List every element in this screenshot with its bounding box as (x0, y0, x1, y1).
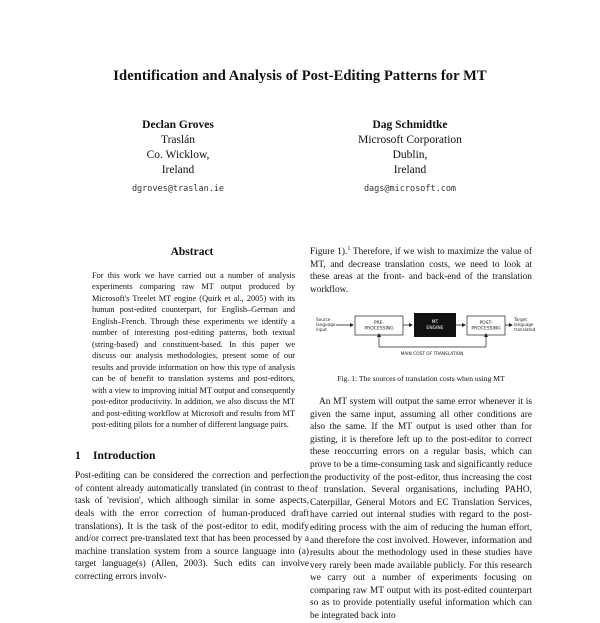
continuation-paragraph: Figure 1).$^1$ Therefore, if we wish to maximize the value of MT, and decrease translation costs, we need to look at these areas at the front- and back-end of the translation workflow. (310, 245, 532, 295)
target-label-line: Target (514, 317, 527, 323)
figure-caption: Fig. 1: The sources of translation costs when using MT (337, 374, 505, 384)
author-affiliation: Microsoft Corporation (358, 134, 462, 146)
abstract-text: For this work we have carried out a number of analysis experiments comparing raw MT output produced by Microsoft's Treelet MT engine (Quirk et al., 2005) with its human post-edited counterpart, for English–German and English–French. Through these experiments we identify a number of interesting post-editing patterns, both textual (string-based) and constituent-based. In this paper we discuss our analysis methodologies, present some of our results and provide information on how this type of analysis can be of benefit to translation systems and post-editors, with a view to improving initial MT output and consequently post-editor productivity. In addition, we also discuss the MT and post-editing workflow at Microsoft and results from MT post-editing pilots for a number of different language pairs. (92, 270, 295, 430)
author-affiliation: Co. Wicklow, (146, 149, 210, 161)
author-block-2 (310, 118, 510, 197)
author-email: dags@microsoft.com (363, 184, 457, 194)
intro-paragraph: Post-editing can be considered the correction and perfection of content already automatically translated (in contrast to the task of 'revision', which although similar in some aspects, deals with the error correction of human-produced draft translations). It is the task of the post-editor to edit, modify and/or correct pre-translated text that has been processed by a machine translation system from a source language into (a) target language(s) (Allen, 2003). Such edits can involve correcting errors involv- (75, 471, 309, 582)
mt-label: ENGINE (426, 326, 444, 332)
author-affiliation: Ireland (161, 164, 195, 176)
arrowhead (462, 323, 466, 327)
author-affiliation: Traslán (160, 134, 196, 146)
abstract-heading: Abstract (170, 246, 214, 258)
mt-engine-box (414, 313, 456, 337)
body-paragraph: An MT system will output the same error whenever it is given the same input, assuming all other conditions are also the same. If the MT output is used other than for gisting, it is therefore left up to the post-editor to correct these reoccurring errors on a regular basis, which can prove to be a time-consuming task and significantly reduce the productivity of the post-editor, thus increasing the cost of translation. Several organisations, including PAHO, Caterpillar, General Motors and EC Translation Services, have carried out internal studies with regard to the post-editing process with the aim of reducing the human effort, and therefore the cost involved. However, information and results about the methodology used in these studies have very rarely been made available publicly. For this research we carry out a number of experiments focusing on comparing raw MT output with its post-edited counterpart so as to provide potentially useful information which can be integrated back into (310, 396, 532, 622)
right-column (310, 245, 536, 623)
author-affiliation: Ireland (393, 164, 427, 176)
post-label: PROCESSING (471, 326, 501, 332)
target-label-line: translated (514, 327, 536, 333)
cost-label: MAIN COST OF TRANSLATION (400, 352, 464, 358)
author-block-1 (78, 118, 278, 197)
author-name: Dag Schmidtke (372, 119, 448, 131)
target-label-line: language (514, 322, 534, 328)
workflow-diagram (310, 309, 536, 367)
author-email: dgroves@traslan.ie (131, 184, 225, 194)
arrowhead (409, 323, 413, 327)
post-label: POST- (479, 321, 493, 327)
author-name: Declan Groves (142, 119, 214, 131)
mt-label: MT (431, 320, 439, 326)
source-label-line: language (316, 322, 336, 328)
author-affiliation: Dublin, (392, 149, 428, 161)
pre-label: PRE- (373, 321, 385, 327)
source-label-line: Source (316, 317, 331, 323)
section-heading (75, 450, 309, 463)
section-title: Introduction (93, 449, 156, 462)
source-label-line: input (316, 327, 327, 333)
arrowhead (350, 323, 354, 327)
left-column (75, 246, 309, 584)
footnote-mark: 1 (347, 245, 351, 252)
section-number: 1 (75, 449, 81, 462)
figure-1 (310, 309, 536, 367)
pre-label: PROCESSING (364, 326, 394, 332)
arrowhead (509, 323, 513, 327)
paper-title: Identification and Analysis of Post-Editing Patterns for MT (113, 68, 487, 84)
